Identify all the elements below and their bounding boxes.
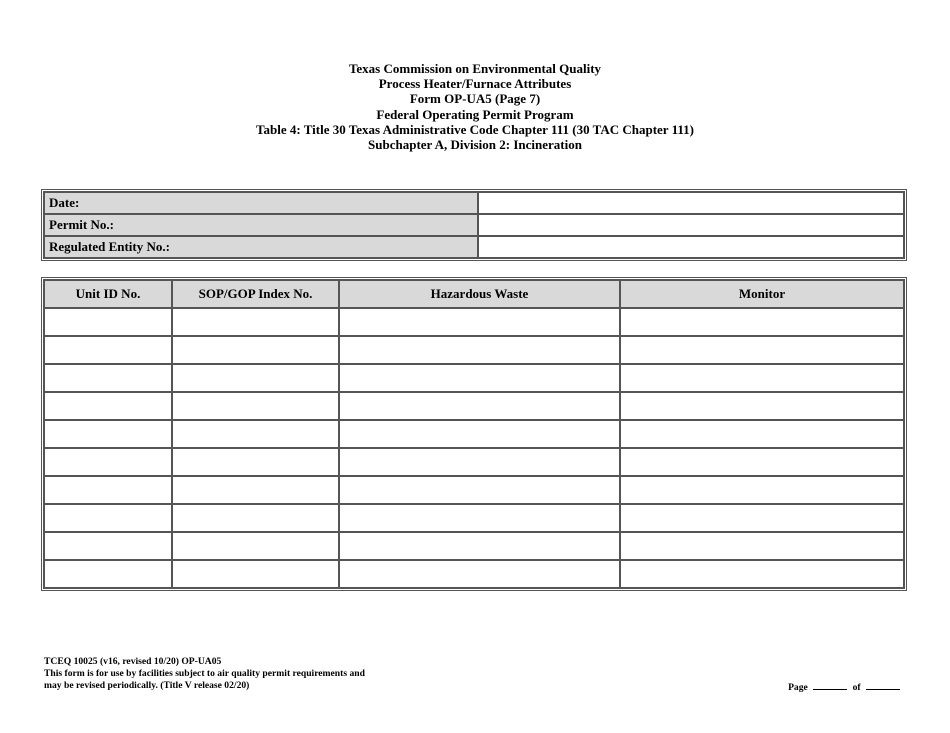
cell-unit-id[interactable] [44,504,172,532]
cell-hazardous-waste[interactable] [339,336,620,364]
date-row [44,192,904,214]
table-header-row [44,280,904,308]
cell-sop-gop-index[interactable] [172,448,339,476]
cell-unit-id[interactable] [44,476,172,504]
cell-unit-id[interactable] [44,448,172,476]
table-body [44,308,904,588]
table-row [44,308,904,336]
form-subject: Process Heater/Furnace Attributes [378,76,572,92]
cell-unit-id[interactable] [44,336,172,364]
table-subtitle: Subchapter A, Division 2: Incineration [368,137,582,153]
table-row [44,448,904,476]
cell-hazardous-waste[interactable] [339,560,620,588]
form-usage-note: This form is for use by facilities subject to air quality permit requirements and [44,667,365,679]
cell-monitor[interactable] [620,448,904,476]
cell-hazardous-waste[interactable] [339,392,620,420]
cell-hazardous-waste[interactable] [339,504,620,532]
cell-monitor[interactable] [620,476,904,504]
attributes-table [41,277,907,591]
regulated-entity-label: Regulated Entity No.: [44,236,478,258]
permit-info-table [41,189,907,261]
permit-number-field[interactable] [478,214,904,236]
table-row [44,336,904,364]
form-footer [44,656,365,691]
column-header-hazardous-waste: Hazardous Waste [339,280,620,308]
column-header-monitor: Monitor [620,280,904,308]
cell-sop-gop-index[interactable] [172,392,339,420]
regulated-entity-row [44,236,904,258]
cell-monitor[interactable] [620,364,904,392]
date-field[interactable] [478,192,904,214]
table-row [44,504,904,532]
cell-unit-id[interactable] [44,560,172,588]
form-revision-note: may be revised periodically. (Title V release 02/20) [44,679,250,691]
cell-unit-id[interactable] [44,364,172,392]
date-label: Date: [44,192,478,214]
cell-sop-gop-index[interactable] [172,504,339,532]
cell-unit-id[interactable] [44,392,172,420]
table-row [44,560,904,588]
page-counter [788,680,903,693]
cell-monitor[interactable] [620,392,904,420]
cell-hazardous-waste[interactable] [339,308,620,336]
cell-monitor[interactable] [620,420,904,448]
cell-sop-gop-index[interactable] [172,336,339,364]
cell-monitor[interactable] [620,560,904,588]
form-header [0,61,950,152]
permit-number-label: Permit No.: [44,214,478,236]
cell-sop-gop-index[interactable] [172,308,339,336]
table-title: Table 4: Title 30 Texas Administrative Code Chapter 111 (30 TAC Chapter 111) [256,121,694,137]
cell-unit-id[interactable] [44,532,172,560]
regulated-entity-field[interactable] [478,236,904,258]
cell-monitor[interactable] [620,308,904,336]
cell-monitor[interactable] [620,504,904,532]
of-label: of [852,682,861,693]
cell-hazardous-waste[interactable] [339,420,620,448]
cell-hazardous-waste[interactable] [339,476,620,504]
cell-hazardous-waste[interactable] [339,532,620,560]
form-revision: TCEQ 10025 (v16, revised 10/20) OP-UA05 [44,656,222,667]
cell-sop-gop-index[interactable] [172,420,339,448]
cell-sop-gop-index[interactable] [172,364,339,392]
page-number-field[interactable] [813,680,847,690]
cell-hazardous-waste[interactable] [339,364,620,392]
form-number: Form OP-UA5 (Page 7) [409,91,541,107]
cell-unit-id[interactable] [44,308,172,336]
cell-monitor[interactable] [620,336,904,364]
table-row [44,532,904,560]
page-total-field[interactable] [866,680,900,690]
table-row [44,420,904,448]
page-label: Page [788,682,808,693]
permit-number-row [44,214,904,236]
agency-title: Texas Commission on Environmental Quality [348,61,602,76]
table-row [44,392,904,420]
table-row [44,476,904,504]
cell-unit-id[interactable] [44,420,172,448]
cell-sop-gop-index[interactable] [172,532,339,560]
cell-sop-gop-index[interactable] [172,476,339,504]
cell-monitor[interactable] [620,532,904,560]
table-row [44,364,904,392]
cell-hazardous-waste[interactable] [339,448,620,476]
column-header-unit-id: Unit ID No. [44,280,172,308]
column-header-sop-gop-index: SOP/GOP Index No. [172,280,339,308]
program-name: Federal Operating Permit Program [376,106,574,122]
cell-sop-gop-index[interactable] [172,560,339,588]
